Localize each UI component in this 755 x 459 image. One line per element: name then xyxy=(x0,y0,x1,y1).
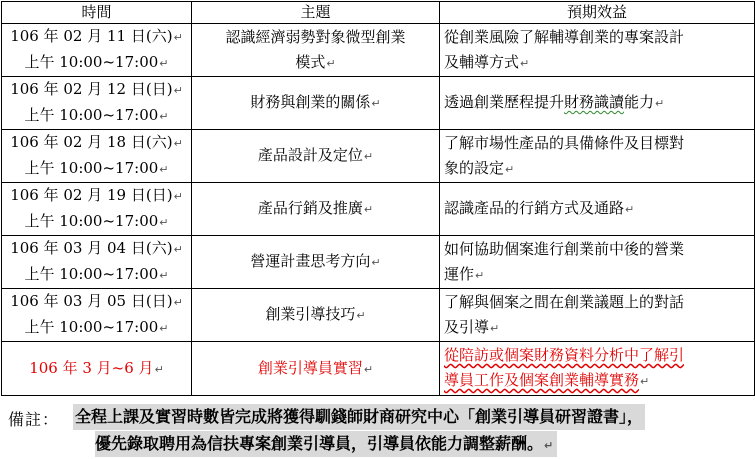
header-effect: 預期效益 xyxy=(440,2,755,24)
time-text: 上午 10:00~17:00 xyxy=(24,159,159,177)
paragraph-mark: ↵ xyxy=(371,97,381,110)
paragraph-mark: ↵ xyxy=(544,439,554,452)
paragraph-mark: ↵ xyxy=(173,190,183,203)
topic-cell xyxy=(192,289,440,342)
effect-cell xyxy=(440,183,755,236)
effect-text: 象的設定 xyxy=(444,158,505,177)
paragraph-mark: ↵ xyxy=(640,375,650,388)
topic-cell xyxy=(192,183,440,236)
effect-cell xyxy=(440,24,755,77)
footnote-text: 優先錄取聘用為信扶專案創業引導員，引導員依能力調整薪酬。 xyxy=(95,434,544,453)
topic-text: 營運計畫思考方向 xyxy=(250,252,371,270)
date-cell xyxy=(2,289,192,342)
paragraph-mark: ↵ xyxy=(356,309,366,322)
effect-text: 認識產品的行銷方式及通路 xyxy=(444,199,625,217)
date-cell xyxy=(2,236,192,289)
header-topic: 主題 xyxy=(192,2,440,24)
effect-text: 導員工作及個案創業輔導實務 xyxy=(444,371,640,389)
footnote-line-1 xyxy=(73,404,645,430)
topic-cell xyxy=(192,236,440,289)
effect-text: 從陪訪或個案財務資料分析中了解引 xyxy=(444,346,685,364)
paragraph-mark: ↵ xyxy=(173,296,183,309)
paragraph-mark: ↵ xyxy=(159,216,169,229)
date-text: 106 年 03 月 04 日(六) xyxy=(10,239,173,257)
paragraph-mark: ↵ xyxy=(173,243,183,256)
effect-text: 及輔導方式 xyxy=(444,52,520,71)
footnote xyxy=(0,401,755,457)
time-text: 上午 10:00~17:00 xyxy=(24,106,159,124)
schedule-table xyxy=(1,1,755,396)
effect-text: 了解市場性產品的具備條件及目標對 xyxy=(444,133,685,152)
effect-text-underlined: 財務識讀 xyxy=(564,93,625,111)
effect-text: 及引導 xyxy=(444,317,490,336)
date-cell xyxy=(2,77,192,130)
time-text: 上午 10:00~17:00 xyxy=(24,53,159,71)
paragraph-mark: ↵ xyxy=(159,110,169,123)
table-row xyxy=(2,183,755,236)
header-time: 時間 xyxy=(2,2,192,24)
paragraph-mark: ↵ xyxy=(490,321,500,335)
topic-text: 產品行銷及推廣 xyxy=(257,199,363,217)
topic-cell xyxy=(192,24,440,77)
date-cell xyxy=(2,183,192,236)
topic-cell xyxy=(192,77,440,130)
topic-text: 財務與創業的關係 xyxy=(250,93,371,111)
date-text: 106 年 3 月~6 月 xyxy=(29,358,154,377)
table-row xyxy=(2,289,755,342)
effect-text: 了解與個案之間在創業議題上的對話 xyxy=(444,292,685,311)
paragraph-mark: ↵ xyxy=(363,150,374,163)
effect-cell xyxy=(440,77,755,130)
date-text: 106 年 02 月 11 日(六) xyxy=(10,27,173,45)
topic-text: 創業引導技巧 xyxy=(265,305,356,323)
paragraph-mark: ↵ xyxy=(475,268,485,282)
topic-cell xyxy=(192,342,440,396)
effect-text: 透過創業歷程提升 xyxy=(444,93,565,111)
effect-text: 如何協助個案進行創業前中後的營業 xyxy=(444,239,685,258)
effect-text: 運作 xyxy=(444,264,475,283)
paragraph-mark: ↵ xyxy=(371,256,381,269)
table-row xyxy=(2,236,755,289)
paragraph-mark: ↵ xyxy=(505,162,515,176)
date-text: 106 年 02 月 19 日(日) xyxy=(10,186,173,204)
topic-text: 模式 xyxy=(295,52,326,71)
topic-text: 創業引導員實習 xyxy=(257,358,363,377)
paragraph-mark: ↵ xyxy=(520,56,530,70)
paragraph-mark: ↵ xyxy=(655,97,665,110)
topic-text: 產品設計及定位 xyxy=(257,146,363,164)
table-row xyxy=(2,77,755,130)
footnote-text: 全程上課及實習時數皆完成將獲得馴錢師財商研究中心「創業引導員研習證書」， xyxy=(75,407,644,426)
paragraph-mark: ↵ xyxy=(173,137,183,150)
time-text: 上午 10:00~17:00 xyxy=(24,212,159,230)
paragraph-mark: ↵ xyxy=(173,84,183,97)
paragraph-mark: ↵ xyxy=(363,362,374,376)
effect-text: 能力 xyxy=(624,93,655,111)
effect-text: 從創業風險了解輔導創業的專案設計 xyxy=(444,27,685,46)
table-row xyxy=(2,130,755,183)
paragraph-mark: ↵ xyxy=(363,203,374,216)
paragraph-mark: ↵ xyxy=(625,203,635,216)
date-text: 106 年 02 月 12 日(日) xyxy=(10,80,173,98)
topic-text: 認識經濟弱勢對象微型創業 xyxy=(225,27,406,46)
footnote-label: 備註： xyxy=(8,410,60,429)
effect-cell xyxy=(440,342,755,396)
date-cell xyxy=(2,342,192,396)
paragraph-mark: ↵ xyxy=(154,362,164,376)
paragraph-mark: ↵ xyxy=(159,269,169,282)
effect-cell xyxy=(440,130,755,183)
table-row-internship xyxy=(2,342,755,396)
table-header-row xyxy=(2,2,755,24)
time-text: 上午 10:00~17:00 xyxy=(24,318,159,336)
topic-cell xyxy=(192,130,440,183)
table-row xyxy=(2,24,755,77)
paragraph-mark: ↵ xyxy=(326,56,336,70)
paragraph-mark: ↵ xyxy=(159,57,169,70)
time-text: 上午 10:00~17:00 xyxy=(24,265,159,283)
date-text: 106 年 02 月 18 日(六) xyxy=(10,133,173,151)
date-cell xyxy=(2,24,192,77)
date-cell xyxy=(2,130,192,183)
effect-cell xyxy=(440,289,755,342)
paragraph-mark: ↵ xyxy=(173,31,183,44)
date-text: 106 年 03 月 05 日(日) xyxy=(10,292,173,310)
paragraph-mark: ↵ xyxy=(159,322,169,335)
footnote-line-2 xyxy=(95,431,557,457)
paragraph-mark: ↵ xyxy=(159,163,169,176)
effect-cell xyxy=(440,236,755,289)
